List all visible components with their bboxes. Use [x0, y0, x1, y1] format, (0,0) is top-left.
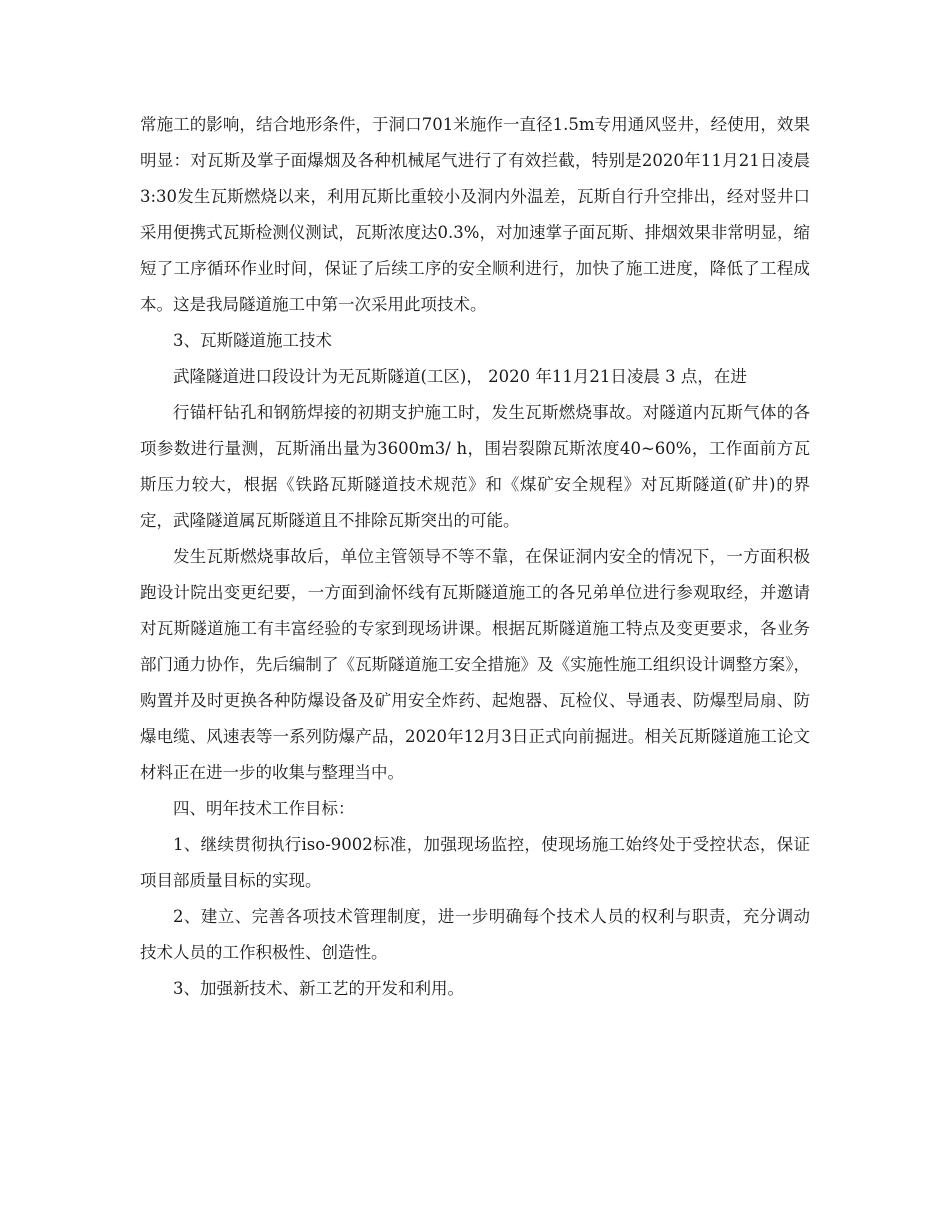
heading-gas-tunnel-technique: 3、瓦斯隧道施工技术: [173, 331, 332, 350]
paragraph-goal-1: 1、继续贯彻执行iso-9002标准，加强现场监控，使现场施工始终处于受控状态，保证项目部质量目标的实现。: [140, 835, 810, 890]
paragraph-gas-accident: 行锚杆钻孔和钢筋焊接的初期支护施工时，发生瓦斯燃烧事故。对隧道内瓦斯气体的各项参数进行量测，瓦斯涌出量为3600m3/ h，围岩裂隙瓦斯浓度40~60%，工作面前方瓦斯压力较大，根据《铁路瓦斯隧道技术规范》和《煤矿安全规程》对瓦斯隧道(矿井)的界定，武隆隧道属瓦斯隧道且不排除瓦斯突出的可能。: [140, 403, 810, 530]
paragraph-response-measures: 发生瓦斯燃烧事故后，单位主管领导不等不靠，在保证洞内安全的情况下，一方面积极跑设计院出变更纪要，一方面到渝怀线有瓦斯隧道施工的各兄弟单位进行参观取经，并邀请对瓦斯隧道施工有丰富经验的专家到现场讲课。根据瓦斯隧道施工特点及变更要求，各业务部门通力协作，先后编制了《瓦斯隧道施工安全措施》及《实施性施工组织设计调整方案》，购置并及时更换各种防爆设备及矿用安全炸药、起炮器、瓦检仪、导通表、防爆型局扇、防爆电缆、风速表等一系列防爆产品，2020年12月3日正式向前掘进。相关瓦斯隧道施工论文材料正在进一步的收集与整理当中。: [140, 547, 810, 782]
paragraph-goal-2: 2、建立、完善各项技术管理制度，进一步明确每个技术人员的权利与职责，充分调动技术人员的工作积极性、创造性。: [140, 907, 810, 962]
document-body: [140, 107, 810, 1007]
heading-next-year-goals: 四、明年技术工作目标：: [173, 799, 355, 818]
paragraph-goal-3: 3、加强新技术、新工艺的开发和利用。: [173, 979, 464, 998]
paragraph-ventilation-shaft: 常施工的影响，结合地形条件，于洞口701米施作一直径1.5m专用通风竖井，经使用，效果明显：对瓦斯及掌子面爆烟及各种机械尾气进行了有效拦截，特别是2020年11月21日凌晨3:30发生瓦斯燃烧以来，利用瓦斯比重较小及洞内外温差，瓦斯自行升空排出，经对竖井口采用便携式瓦斯检测仪测试，瓦斯浓度达0.3%，对加速掌子面瓦斯、排烟效果非常明显，缩短了工序循环作业时间，保证了后续工序的安全顺利进行，加快了施工进度，降低了工程成本。这是我局隧道施工中第一次采用此项技术。: [140, 115, 810, 314]
paragraph-wulong-tunnel-design: 武隆隧道进口段设计为无瓦斯隧道(工区)， 2020 年11月21日凌晨 3 点，在进: [173, 367, 747, 386]
